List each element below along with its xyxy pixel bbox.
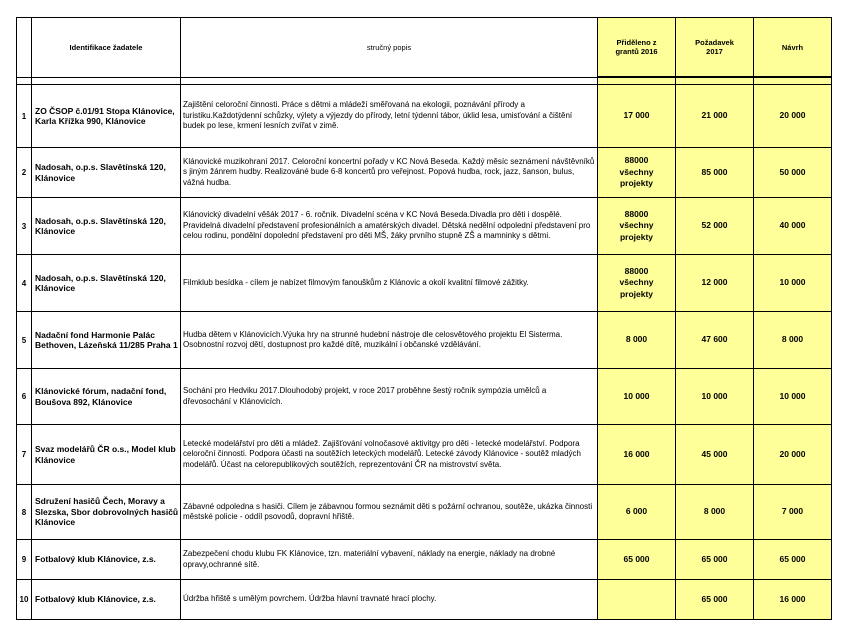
header-num-cell: [17, 18, 32, 78]
spacer-cell: [32, 77, 181, 85]
granted-2016: [598, 255, 676, 312]
proposal: 16 000: [754, 580, 832, 620]
request-2017: 10 000: [676, 369, 754, 425]
granted-2016: 10 000: [598, 369, 676, 425]
proposal: 7 000: [754, 485, 832, 540]
request-2017: 52 000: [676, 198, 754, 255]
spacer-cell: [181, 77, 598, 85]
applicant-identification: ZO ČSOP č.01/91 Stopa Klánovice, Karla Křížka 990, Klánovice: [32, 85, 181, 148]
grants-table: [16, 17, 832, 620]
request-2017: 65 000: [676, 580, 754, 620]
applicant-identification: Nadosah, o.p.s. Slavětínská 120, Klánovice: [32, 148, 181, 198]
proposal: 65 000: [754, 540, 832, 580]
granted-2016: 6 000: [598, 485, 676, 540]
table-row: [17, 485, 832, 540]
project-description: Klánovické muzikohraní 2017. Celoroční koncertní pořady v KC Nová Beseda. Každý měsíc seznámení návštěvníků s jiným žánrem hudby. Realizováné bude 6-8 koncertů pro veřejnost. Popová hudba, rock, jazz, šanson, bulus, vážná hudba.: [181, 148, 598, 198]
spacer-cell: [754, 77, 832, 85]
spacer-cell: [598, 77, 676, 85]
applicant-identification: Svaz modelářů ČR o.s., Model klub Klánovice: [32, 425, 181, 485]
granted-2016: [598, 148, 676, 198]
header-granted: [598, 18, 676, 78]
applicant-identification: Sdružení hasičů Čech, Moravy a Slezska, Sbor dobrovolných hasičů Klánovice: [32, 485, 181, 540]
proposal: 10 000: [754, 255, 832, 312]
project-description: Zabezpečení chodu klubu FK Klánovice, tzn. materiální vybavení, náklady na energie, náklady na drobné opravy,ochranné sítě.: [181, 540, 598, 580]
project-description: Údržba hřiště s umělým povrchem. Údržba hlavní travnaté hrací plochy.: [181, 580, 598, 620]
proposal: 8 000: [754, 312, 832, 369]
spacer-cell: [676, 77, 754, 85]
project-description: Hudba dětem v Klánovicích.Výuka hry na strunné hudební nástroje dle celosvětového projektu El Sisterma. Osobnostní rozvoj dětí, dostupnost pro každé dítě, muzikální i občanské vzdělávání.: [181, 312, 598, 369]
applicant-identification: Nadosah, o.p.s. Slavětínská 120, Klánovice: [32, 198, 181, 255]
header-ident: Identifikace žadatele: [32, 18, 181, 78]
granted-2016-text: 88000 všechny projekty: [619, 208, 654, 242]
request-2017: 45 000: [676, 425, 754, 485]
row-number: 4: [17, 255, 32, 312]
header-granted-text: Přiděleno z grantů 2016: [615, 38, 658, 56]
header-desc: stručný popis: [181, 18, 598, 78]
project-description: Sochání pro Hedviku 2017.Dlouhodobý projekt, v roce 2017 proběhne šestý ročník sympózia umělců a dřevosochání v Klánovicích.: [181, 369, 598, 425]
proposal: 20 000: [754, 85, 832, 148]
header-request: [676, 18, 754, 78]
request-2017: 12 000: [676, 255, 754, 312]
granted-2016: 8 000: [598, 312, 676, 369]
proposal: 20 000: [754, 425, 832, 485]
proposal: 50 000: [754, 148, 832, 198]
project-description: Zábavné odpoledna s hasiči. Cílem je zábavnou formou seznámit děti s požární ochranou, soutěže, ukázka činnosti městské policie - oddíl psovodů, dopravní hřiště.: [181, 485, 598, 540]
row-number: 1: [17, 85, 32, 148]
proposal: 40 000: [754, 198, 832, 255]
row-number: 2: [17, 148, 32, 198]
applicant-identification: Fotbalový klub Klánovice, z.s.: [32, 540, 181, 580]
applicant-identification: Nadační fond Harmonie Palác Bethoven, Lázeňská 11/285 Praha 1: [32, 312, 181, 369]
table-row: [17, 85, 832, 148]
table-row: [17, 425, 832, 485]
table-header-row: [17, 18, 832, 78]
granted-2016-text: 88000 všechny projekty: [619, 265, 654, 299]
table-row: [17, 312, 832, 369]
project-description: Zajištění celoroční činnosti. Práce s dětmi a mládeží směřovaná na ekologii, poznávání přírody a turistiku.Každotýdenní schůzky, výlety a výjezdy do přírody, letní týdenní tábor, úklid lesa, umisťování a čištění budek po lese, krmení lesních zvířat v zimě.: [181, 85, 598, 148]
table-row: [17, 540, 832, 580]
row-number: 5: [17, 312, 32, 369]
granted-2016: [598, 580, 676, 620]
project-description: Filmklub besídka - cílem je nabízet filmovým fanouškům z Klánovic a okolí kvalitní filmové zážitky.: [181, 255, 598, 312]
proposal: 10 000: [754, 369, 832, 425]
applicant-identification: Klánovické fórum, nadační fond, Boušova 892, Klánovice: [32, 369, 181, 425]
granted-2016: 65 000: [598, 540, 676, 580]
granted-2016: 16 000: [598, 425, 676, 485]
granted-2016: 17 000: [598, 85, 676, 148]
granted-2016: [598, 198, 676, 255]
header-proposal: Návrh: [754, 18, 832, 78]
applicant-identification: Fotbalový klub Klánovice, z.s.: [32, 580, 181, 620]
row-number: 7: [17, 425, 32, 485]
row-number: 8: [17, 485, 32, 540]
row-number: 10: [17, 580, 32, 620]
table-row: [17, 255, 832, 312]
row-number: 9: [17, 540, 32, 580]
table-row: [17, 148, 832, 198]
header-request-text: Požadavek 2017: [695, 38, 734, 56]
granted-2016-text: 88000 všechny projekty: [619, 155, 654, 189]
request-2017: 47 600: [676, 312, 754, 369]
table-row: [17, 198, 832, 255]
header-spacer-row: [17, 77, 832, 85]
spacer-cell: [17, 77, 32, 85]
project-description: Letecké modelářství pro děti a mládež. Zajišťování volnočasové aktivitgy pro děti - letecké modelářství. Podpora celoroční činnosti. Podpora účasti na soutěžích leteckých modelářů. Letecké závody Klánovice - soutěž mladých modelářů. Účast na celorepublikových soutěžích, reprezentování ČR na mistrovství světa.: [181, 425, 598, 485]
row-number: 6: [17, 369, 32, 425]
request-2017: 85 000: [676, 148, 754, 198]
table-row: [17, 580, 832, 620]
request-2017: 8 000: [676, 485, 754, 540]
applicant-identification: Nadosah, o.p.s. Slavětínská 120, Klánovice: [32, 255, 181, 312]
request-2017: 65 000: [676, 540, 754, 580]
row-number: 3: [17, 198, 32, 255]
request-2017: 21 000: [676, 85, 754, 148]
project-description: Klánovický divadelní věšák 2017 - 6. ročník. Divadelní scéna v KC Nová Beseda.Divadla pro děti i dospělé. Pravidelná divadelní představení profesionálních a amatérských divadel. Dětská nedělní odpolední představení pro celou rodinu, pondělní dopolední představení pro děti MŠ, žáky prvního stupně ZŠ a mamninky s dětmi.: [181, 198, 598, 255]
table-row: [17, 369, 832, 425]
